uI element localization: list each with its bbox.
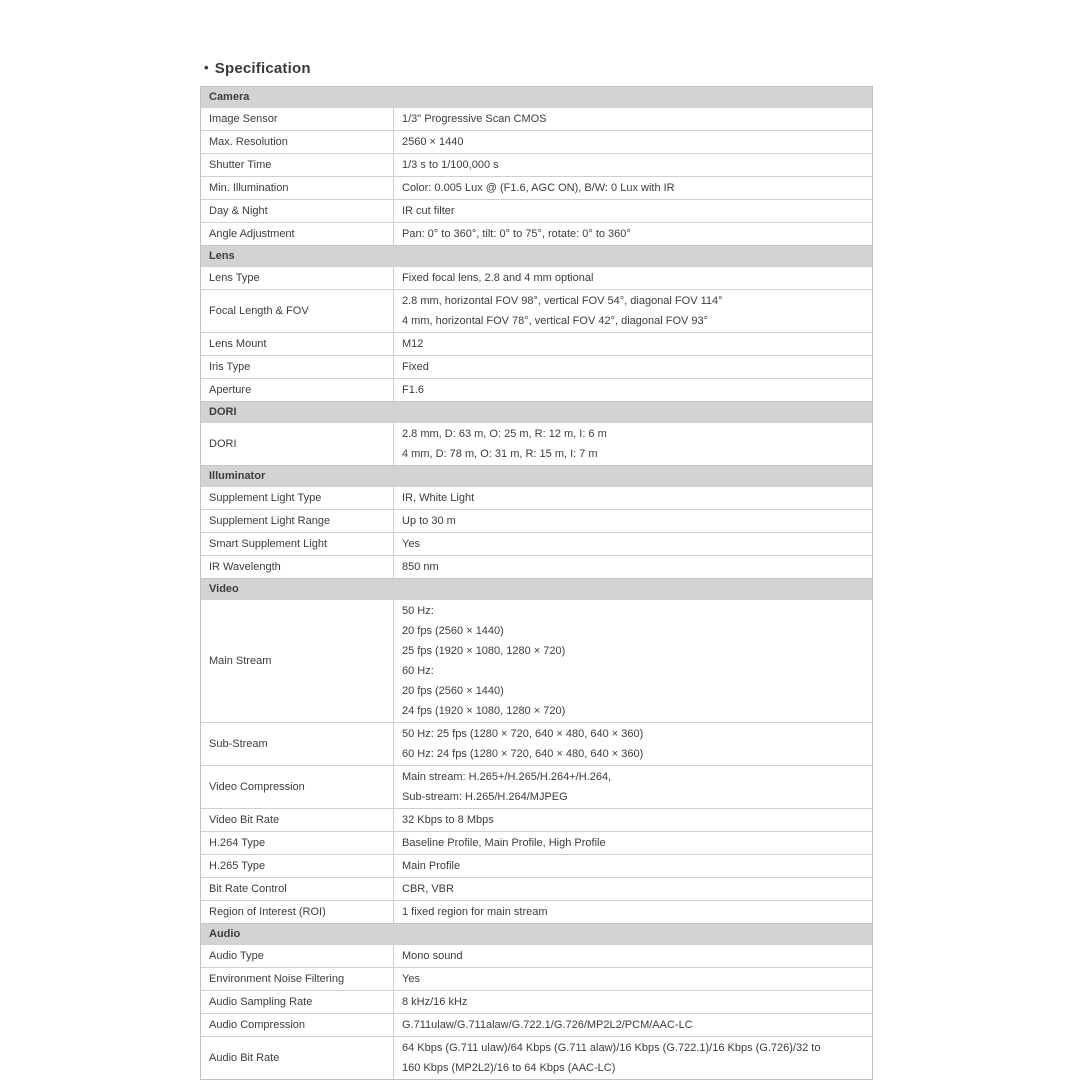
table-row xyxy=(201,900,872,923)
spec-value-line: Fixed focal lens, 2.8 and 4 mm optional xyxy=(402,272,594,284)
spec-value-line: Color: 0.005 Lux @ (F1.6, AGC ON), B/W: 0 Lux with IR xyxy=(402,182,675,194)
table-row xyxy=(201,967,872,990)
spec-value-line: 1/3" Progressive Scan CMOS xyxy=(402,113,547,125)
spec-value-line: 2560 × 1440 xyxy=(402,136,464,148)
specification-table xyxy=(200,86,873,1080)
spec-value xyxy=(394,379,872,401)
spec-value xyxy=(394,723,872,765)
spec-label: Sub-Stream xyxy=(201,723,394,765)
spec-value-line: F1.6 xyxy=(402,384,425,396)
spec-value-line: 4 mm, horizontal FOV 78°, vertical FOV 42°, diagonal FOV 93° xyxy=(402,315,709,327)
spec-label: Audio Bit Rate xyxy=(201,1037,394,1079)
table-row xyxy=(201,176,872,199)
table-row xyxy=(201,486,872,509)
table-row xyxy=(201,153,872,176)
spec-value-line: Pan: 0° to 360°, tilt: 0° to 75°, rotate: 0° to 360° xyxy=(402,228,631,240)
spec-value-line: 2.8 mm, D: 63 m, O: 25 m, R: 12 m, I: 6 m xyxy=(402,428,607,440)
spec-label: Angle Adjustment xyxy=(201,223,394,245)
spec-value-line: CBR, VBR xyxy=(402,883,454,895)
table-row xyxy=(201,599,872,722)
spec-value-line: 20 fps (2560 × 1440) xyxy=(402,625,504,637)
spec-value-line: 24 fps (1920 × 1080, 1280 × 720) xyxy=(402,705,566,717)
page-title xyxy=(204,60,311,77)
spec-value-line: 60 Hz: xyxy=(402,665,434,677)
spec-label: Lens Type xyxy=(201,267,394,289)
spec-value-line: Fixed xyxy=(402,361,429,373)
spec-value xyxy=(394,991,872,1013)
section-header-video: Video xyxy=(201,578,872,599)
spec-label: Image Sensor xyxy=(201,108,394,130)
table-row xyxy=(201,877,872,900)
table-row xyxy=(201,555,872,578)
table-row xyxy=(201,1036,872,1079)
spec-value xyxy=(394,1014,872,1036)
spec-value xyxy=(394,968,872,990)
spec-value-line: IR cut filter xyxy=(402,205,455,217)
spec-value-line: 4 mm, D: 78 m, O: 31 m, R: 15 m, I: 7 m xyxy=(402,448,598,460)
spec-label: Main Stream xyxy=(201,600,394,722)
spec-value xyxy=(394,766,872,808)
spec-value-line: 25 fps (1920 × 1080, 1280 × 720) xyxy=(402,645,566,657)
spec-value-line: 50 Hz: xyxy=(402,605,434,617)
spec-value xyxy=(394,223,872,245)
spec-value xyxy=(394,533,872,555)
page-title-text: Specification xyxy=(214,60,311,77)
section-header-illuminator: Illuminator xyxy=(201,465,872,486)
section-header-dori: DORI xyxy=(201,401,872,422)
spec-value-line: Sub-stream: H.265/H.264/MJPEG xyxy=(402,791,568,803)
spec-label: IR Wavelength xyxy=(201,556,394,578)
spec-label: Smart Supplement Light xyxy=(201,533,394,555)
spec-value-line: Up to 30 m xyxy=(402,515,456,527)
spec-value xyxy=(394,333,872,355)
spec-value-line: 850 nm xyxy=(402,561,439,573)
table-row xyxy=(201,808,872,831)
spec-value-line: 32 Kbps to 8 Mbps xyxy=(402,814,494,826)
spec-value xyxy=(394,510,872,532)
spec-value-line: 50 Hz: 25 fps (1280 × 720, 640 × 480, 640 × 360) xyxy=(402,728,644,740)
table-row xyxy=(201,831,872,854)
spec-value xyxy=(394,945,872,967)
table-row xyxy=(201,332,872,355)
spec-value xyxy=(394,878,872,900)
table-row xyxy=(201,854,872,877)
spec-value-line: M12 xyxy=(402,338,424,350)
section-header-lens: Lens xyxy=(201,245,872,266)
spec-value-line: 1/3 s to 1/100,000 s xyxy=(402,159,499,171)
spec-value-line: Mono sound xyxy=(402,950,463,962)
spec-value xyxy=(394,1037,872,1079)
table-row xyxy=(201,199,872,222)
table-row xyxy=(201,944,872,967)
table-row xyxy=(201,765,872,808)
spec-value-line: Yes xyxy=(402,538,420,550)
spec-label: Audio Sampling Rate xyxy=(201,991,394,1013)
spec-value xyxy=(394,423,872,465)
spec-value xyxy=(394,901,872,923)
table-row xyxy=(201,722,872,765)
table-row xyxy=(201,532,872,555)
spec-value xyxy=(394,154,872,176)
spec-value xyxy=(394,600,872,722)
spec-value xyxy=(394,556,872,578)
spec-label: Iris Type xyxy=(201,356,394,378)
spec-value xyxy=(394,809,872,831)
table-row xyxy=(201,509,872,532)
spec-label: Lens Mount xyxy=(201,333,394,355)
spec-value-line: 1 fixed region for main stream xyxy=(402,906,548,918)
spec-label: Video Bit Rate xyxy=(201,809,394,831)
spec-label: Supplement Light Type xyxy=(201,487,394,509)
spec-value xyxy=(394,177,872,199)
spec-value xyxy=(394,356,872,378)
spec-value-line: 20 fps (2560 × 1440) xyxy=(402,685,504,697)
spec-value-line: 60 Hz: 24 fps (1280 × 720, 640 × 480, 640 × 360) xyxy=(402,748,644,760)
spec-value-line: 2.8 mm, horizontal FOV 98°, vertical FOV 54°, diagonal FOV 114° xyxy=(402,295,723,307)
spec-value-line: Yes xyxy=(402,973,420,985)
spec-value-line: 160 Kbps (MP2L2)/16 to 64 Kbps (AAC-LC) xyxy=(402,1062,616,1074)
spec-value xyxy=(394,131,872,153)
spec-label: Video Compression xyxy=(201,766,394,808)
table-row xyxy=(201,107,872,130)
table-row xyxy=(201,378,872,401)
spec-value-line: 64 Kbps (G.711 ulaw)/64 Kbps (G.711 alaw)/16 Kbps (G.722.1)/16 Kbps (G.726)/32 to xyxy=(402,1042,821,1054)
spec-label: Max. Resolution xyxy=(201,131,394,153)
spec-label: Supplement Light Range xyxy=(201,510,394,532)
spec-label: H.265 Type xyxy=(201,855,394,877)
spec-label: Bit Rate Control xyxy=(201,878,394,900)
spec-label: DORI xyxy=(201,423,394,465)
table-row xyxy=(201,1013,872,1036)
spec-label: Day & Night xyxy=(201,200,394,222)
spec-value xyxy=(394,290,872,332)
table-row xyxy=(201,990,872,1013)
spec-value xyxy=(394,200,872,222)
spec-value-line: Main Profile xyxy=(402,860,461,872)
spec-label: Audio Type xyxy=(201,945,394,967)
spec-label: Shutter Time xyxy=(201,154,394,176)
table-row xyxy=(201,130,872,153)
bullet-icon: • xyxy=(204,60,209,75)
table-row xyxy=(201,266,872,289)
spec-label: Focal Length & FOV xyxy=(201,290,394,332)
spec-value xyxy=(394,487,872,509)
spec-value xyxy=(394,832,872,854)
spec-value-line: 8 kHz/16 kHz xyxy=(402,996,468,1008)
table-row xyxy=(201,355,872,378)
table-row xyxy=(201,422,872,465)
spec-value-line: Baseline Profile, Main Profile, High Profile xyxy=(402,837,606,849)
spec-label: Environment Noise Filtering xyxy=(201,968,394,990)
spec-label: Aperture xyxy=(201,379,394,401)
table-row xyxy=(201,289,872,332)
section-header-audio: Audio xyxy=(201,923,872,944)
spec-label: Region of Interest (ROI) xyxy=(201,901,394,923)
spec-value xyxy=(394,855,872,877)
spec-value xyxy=(394,108,872,130)
spec-value-line: IR, White Light xyxy=(402,492,475,504)
spec-label: Audio Compression xyxy=(201,1014,394,1036)
table-row xyxy=(201,222,872,245)
spec-label: H.264 Type xyxy=(201,832,394,854)
spec-value-line: Main stream: H.265+/H.265/H.264+/H.264, xyxy=(402,771,612,783)
section-header-camera: Camera xyxy=(201,87,872,107)
spec-value xyxy=(394,267,872,289)
spec-label: Min. Illumination xyxy=(201,177,394,199)
spec-value-line: G.711ulaw/G.711alaw/G.722.1/G.726/MP2L2/PCM/AAC-LC xyxy=(402,1019,693,1031)
